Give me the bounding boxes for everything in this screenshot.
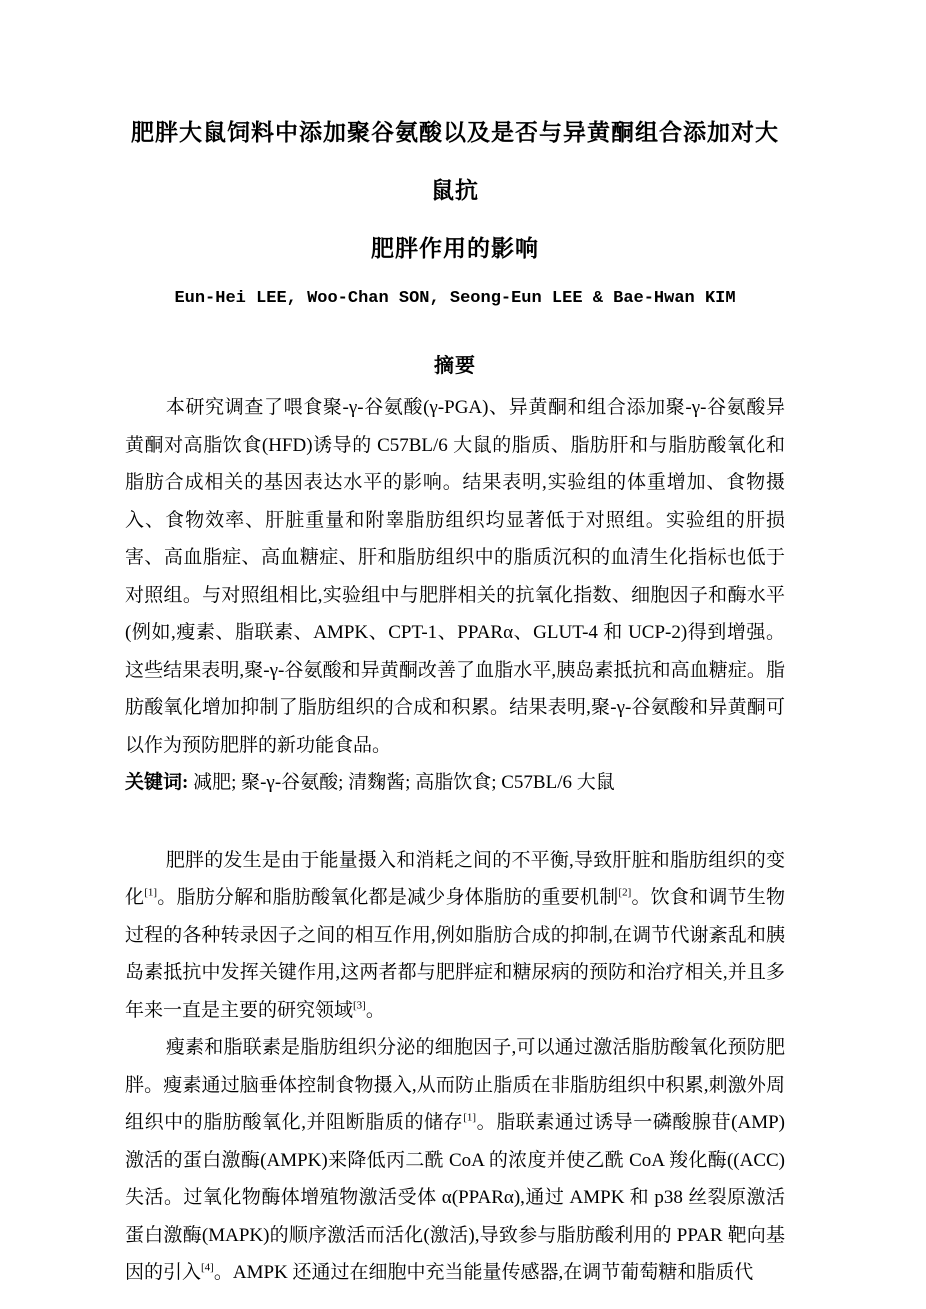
reference-superscript: [1] bbox=[463, 1111, 477, 1124]
keywords-text: 减肥; 聚-γ-谷氨酸; 清麴酱; 高脂饮食; C57BL/6 大鼠 bbox=[193, 772, 615, 793]
paper-title-line-1: 肥胖大鼠饲料中添加聚谷氨酸以及是否与异黄酮组合添加对大鼠抗 bbox=[131, 120, 779, 203]
body-paragraph-2: 瘦素和脂联素是脂肪组织分泌的细胞因子,可以通过激活脂肪酸氧化预防肥胖。瘦素通过脑垂体控制食物摄入,从而防止脂质在非脂肪组织中积累,刺激外周组织中的脂肪酸氧化,并阻断脂质的储存[1]。脂联素通过诱导一磷酸腺苷(AMP)激活的蛋白激酶(AMPK)来降低丙二酰 CoA 的浓度并使乙酰 CoA 羧化酶((ACC)失活。过氧化物酶体增殖物激活受体 α(PPARα),通过 AMPK 和 p38 丝裂原激活蛋白激酶(MAPK)的顺序激活而活化(激活),导致参与脂肪酸利用的 PPAR 靶向基因的引入[4]。AMPK 还通过在细胞中充当能量传感器,在调节葡萄糖和脂质代 bbox=[125, 1037, 785, 1283]
reference-superscript: [4] bbox=[201, 1261, 214, 1274]
keywords-line bbox=[125, 764, 785, 802]
reference-superscript: [1] bbox=[144, 886, 158, 899]
abstract-heading: 摘要 bbox=[434, 355, 476, 377]
authors-line: Eun-Hei LEE, Woo-Chan SON, Seong-Eun LEE & Bae-Hwan KIM bbox=[174, 289, 736, 308]
body-paragraph-1: 肥胖的发生是由于能量摄入和消耗之间的不平衡,导致肝脏和脂肪组织的变化[1]。脂肪分解和脂肪酸氧化都是减少身体脂肪的重要机制[2]。饮食和调节生物过程的各种转录因子之间的相互作用,例如脂肪合成的抑制,在调节代谢紊乱和胰岛素抵抗中发挥关键作用,这两者都与肥胖症和糖尿病的预防和治疗相关,并且多年来一直是主要的研究领域[3]。 bbox=[125, 849, 785, 1021]
paper-title-line-2: 肥胖作用的影响 bbox=[371, 236, 539, 261]
reference-superscript: [2] bbox=[618, 886, 632, 899]
paper-title bbox=[125, 104, 785, 278]
reference-superscript: [3] bbox=[353, 999, 366, 1012]
abstract-paragraph: 本研究调查了喂食聚-γ-谷氨酸(γ-PGA)、异黄酮和组合添加聚-γ-谷氨酸异黄酮对高脂饮食(HFD)诱导的 C57BL/6 大鼠的脂质、脂肪肝和与脂肪酸氧化和脂肪合成相关的基因表达水平的影响。结果表明,实验组的体重增加、食物摄入、食物效率、肝脏重量和附睾脂肪组织均显著低于对照组。实验组的肝损害、高血脂症、高血糖症、肝和脂肪组织中的脂质沉积的血清生化指标也低于对照组。与对照组相比,实验组中与肥胖相关的抗氧化指数、细胞因子和酶水平(例如,瘦素、脂联素、AMPK、CPT-1、PPARα、GLUT-4 和 UCP-2)得到增强。这些结果表明,聚-γ-谷氨酸和异黄酮改善了血脂水平,胰岛素抵抗和高血糖症。脂肪酸氧化增加抑制了脂肪组织的合成和积累。结果表明,聚-γ-谷氨酸和异黄酮可以作为预防肥胖的新功能食品。 bbox=[125, 397, 785, 756]
document-content bbox=[125, 104, 785, 1292]
keywords-label: 关键词: bbox=[125, 772, 189, 793]
